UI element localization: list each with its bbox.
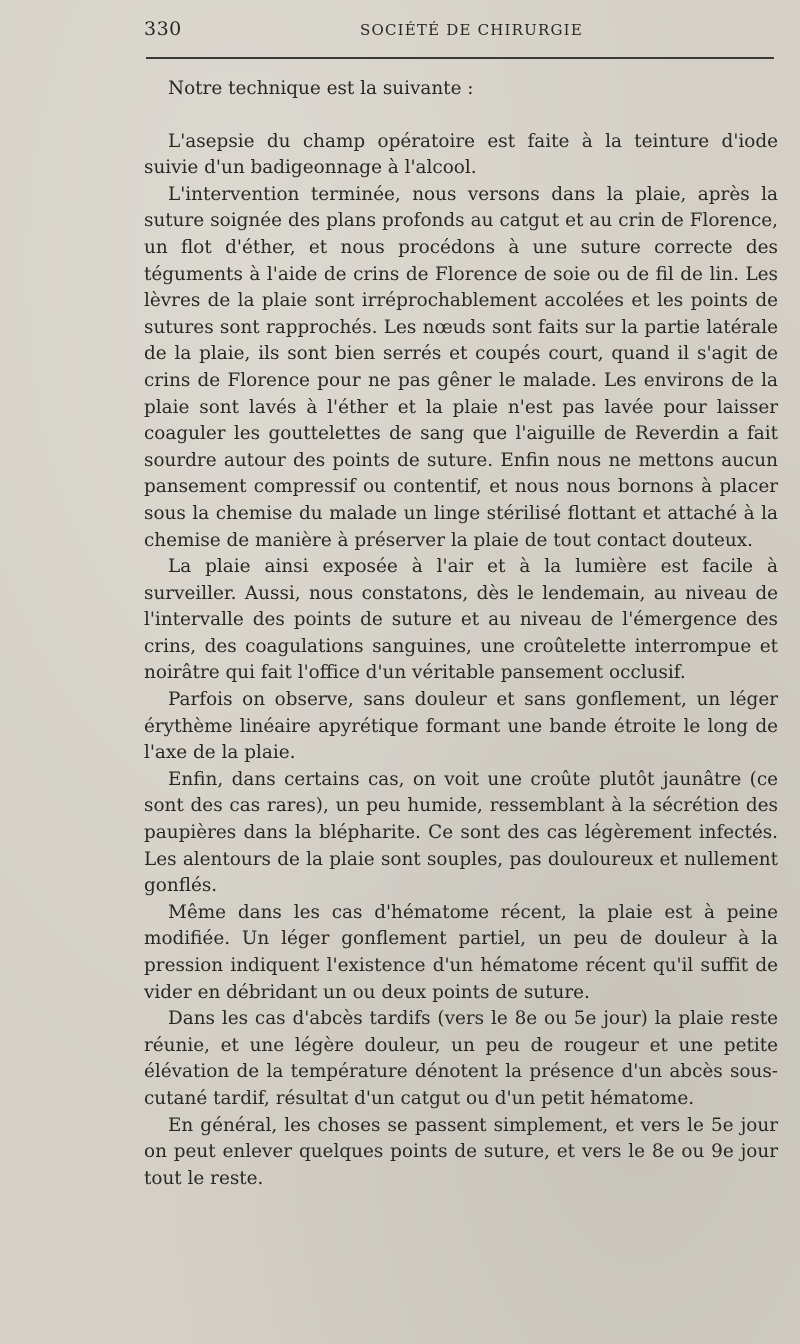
header-rule xyxy=(146,57,774,59)
paragraph-erythema: Parfois on observe, sans douleur et sans gonflement, un léger érythème linéaire apyrétique formant une bande étroite le long de l'axe de la plaie. xyxy=(144,689,778,764)
paragraph-hematoma: Même dans les cas d'hématome récent, la plaie est à peine modifiée. Un léger gonflement partiel, un peu de douleur à la pression indiquent l'existence d'un hématome récent qu'il suffit de vider en débridant un ou deux points de suture. xyxy=(144,901,778,1003)
paragraph-abscess: Dans les cas d'abcès tardifs (vers le 8e ou 5e jour) la plaie reste réunie, et une légère douleur, un peu de rougeur et une petite élévation de la température dénotent la présence d'un abcès sous-cutané tardif, résultat d'un catgut ou d'un petit hématome. xyxy=(144,1008,778,1109)
paragraph-intro: Notre technique est la suivante : xyxy=(168,78,474,99)
running-head: SOCIÉTÉ DE CHIRURGIE xyxy=(360,21,583,39)
paragraph-intervention: L'intervention terminée, nous versons dans la plaie, après la suture soignée des plans profonds au catgut et au crin de Florence, un flot d'éther, et nous procédons à une suture correcte des téguments à l'aide de crins de Florence de soie ou de fil de lin. Les lèvres de la plaie sont irréprochablement accolées et les points de sutures sont rapprochés. Les nœuds sont faits sur la partie latérale de la plaie, ils sont bien serrés et coupés court, quand il s'agit de crins de Florence pour ne pas gêner le malade. Les environs de la plaie sont lavés à l'éther et la plaie n'est pas lavée pour laisser coaguler les gouttelettes de sang que l'aiguille de Reverdin a fait sourdre autour des points de suture. Enfin nous ne mettons aucun pansement compressif ou contentif, et nous nous bornons à placer sous la chemise du malade un linge stérilisé flottant et attaché à la chemise de manière à préserver la plaie de tout contact douteux. xyxy=(144,183,778,551)
paragraph-asepsis: L'asepsie du champ opératoire est faite à la teinture d'iode suivie d'un badigeonnage à l'alcool. xyxy=(144,130,778,179)
page-number: 330 xyxy=(144,18,182,40)
paragraph-crust: Enfin, dans certains cas, on voit une croûte plutôt jaunâtre (ce sont des cas rares), un peu humide, ressemblant à la sécrétion des paupières dans la blépharite. Ce sont des cas légèrement infectés. Les alentours de la plaie sont souples, pas douloureux et nullement gonflés. xyxy=(144,768,778,897)
paragraph-exposure: La plaie ainsi exposée à l'air et à la lumière est facile à surveiller. Aussi, nous constatons, dès le lendemain, au niveau de l'intervalle des points de suture et au niveau de l'émergence des crins, des coagulations sanguines, une croûtelette interrompue et noirâtre qui fait l'office d'un véritable pansement occlusif. xyxy=(144,556,778,684)
page-header xyxy=(144,18,776,44)
body-text xyxy=(144,76,778,1192)
paragraph-general: En général, les choses se passent simplement, et vers le 5e jour on peut enlever quelques points de suture, et vers le 8e ou 9e jour tout le reste. xyxy=(144,1114,778,1189)
